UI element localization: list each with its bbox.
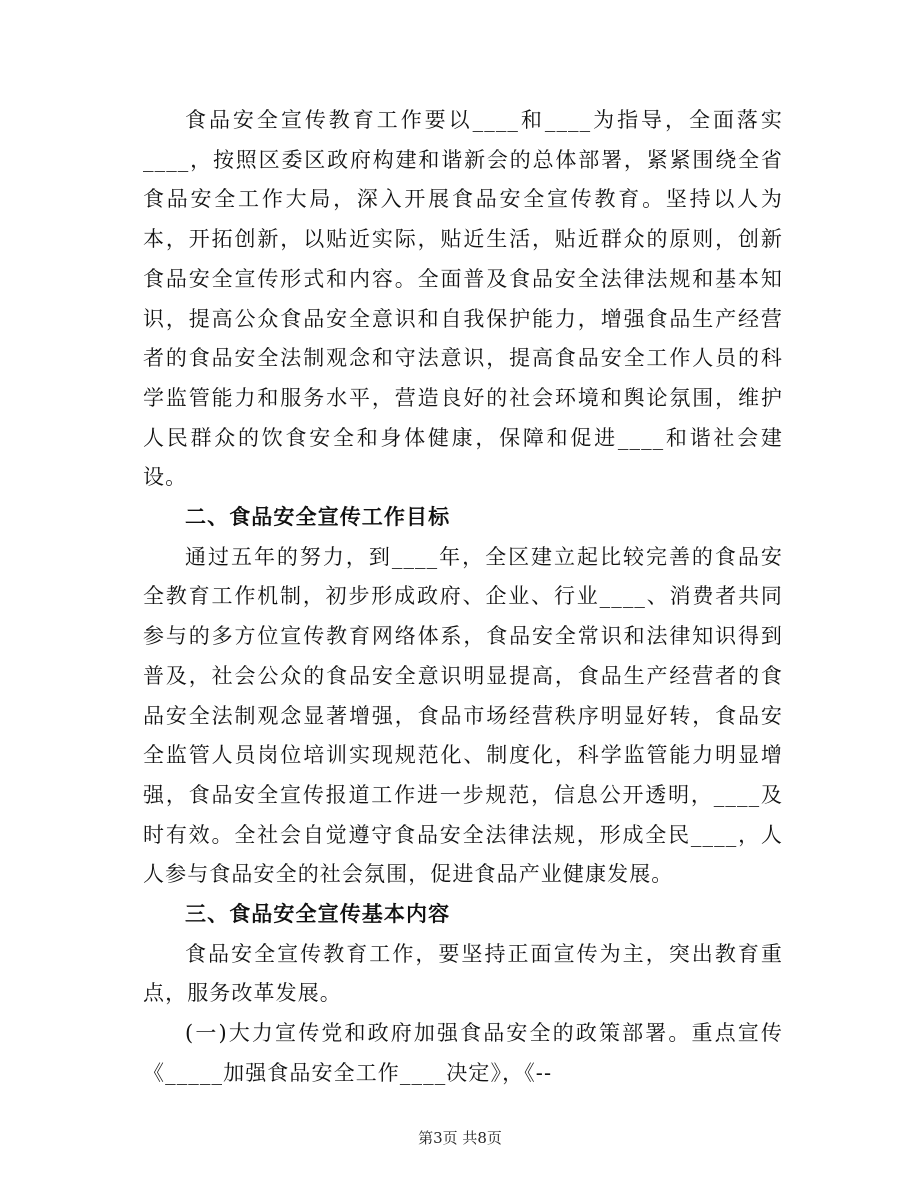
page-number-footer: 第3页 共8页 <box>418 1129 502 1147</box>
paragraph-policy-publicity: (一)大力宣传党和政府加强食品安全的政策部署。重点宣传《_____加强食品安全工作____决定》，《-- <box>143 1021 783 1085</box>
paragraph-guiding-principles: 食品安全宣传教育工作要以____和____为指导，全面落实____，按照区委区政府构建和谐新会的总体部署，紧紧围绕全省食品安全工作大局，深入开展食品安全宣传教育。坚持以人为本，开拓创新，以贴近实际，贴近生活，贴近群众的原则，创新食品安全宣传形式和内容。全面普及食品安全法律法规和基本知识，提高公众食品安全意识和自我保护能力，增强食品生产经营者的食品安全法制观念和守法意识，提高食品安全工作人员的科学监管能力和服务水平，营造良好的社会环境和舆论氛围，维护人民群众的饮食安全和身体健康，保障和促进____和谐社会建设。 <box>143 108 783 490</box>
paragraph-content-intro: 食品安全宣传教育工作，要坚持正面宣传为主，突出教育重点，服务改革发展。 <box>143 941 783 1006</box>
document-body <box>143 101 783 1094</box>
section-heading-content: 三、食品安全宣传基本内容 <box>185 902 451 927</box>
paragraph-goals: 通过五年的努力，到____年，全区建立起比较完善的食品安全教育工作机制，初步形成政府、企业、行业____、消费者共同参与的多方位宣传教育网络体系，食品安全常识和法律知识得到普及，社会公众的食品安全意识明显提高，食品生产经营者的食品安全法制观念显著增强，食品市场经营秩序明显好转，食品安全监管人员岗位培训实现规范化、制度化，科学监管能力明显增强，食品安全宣传报道工作进一步规范，信息公开透明，____及时有效。全社会自觉遵守食品安全法律法规，形成全民____，人人参与食品安全的社会氛围，促进食品产业健康发展。 <box>143 544 783 887</box>
section-heading-goals: 二、食品安全宣传工作目标 <box>185 505 451 530</box>
